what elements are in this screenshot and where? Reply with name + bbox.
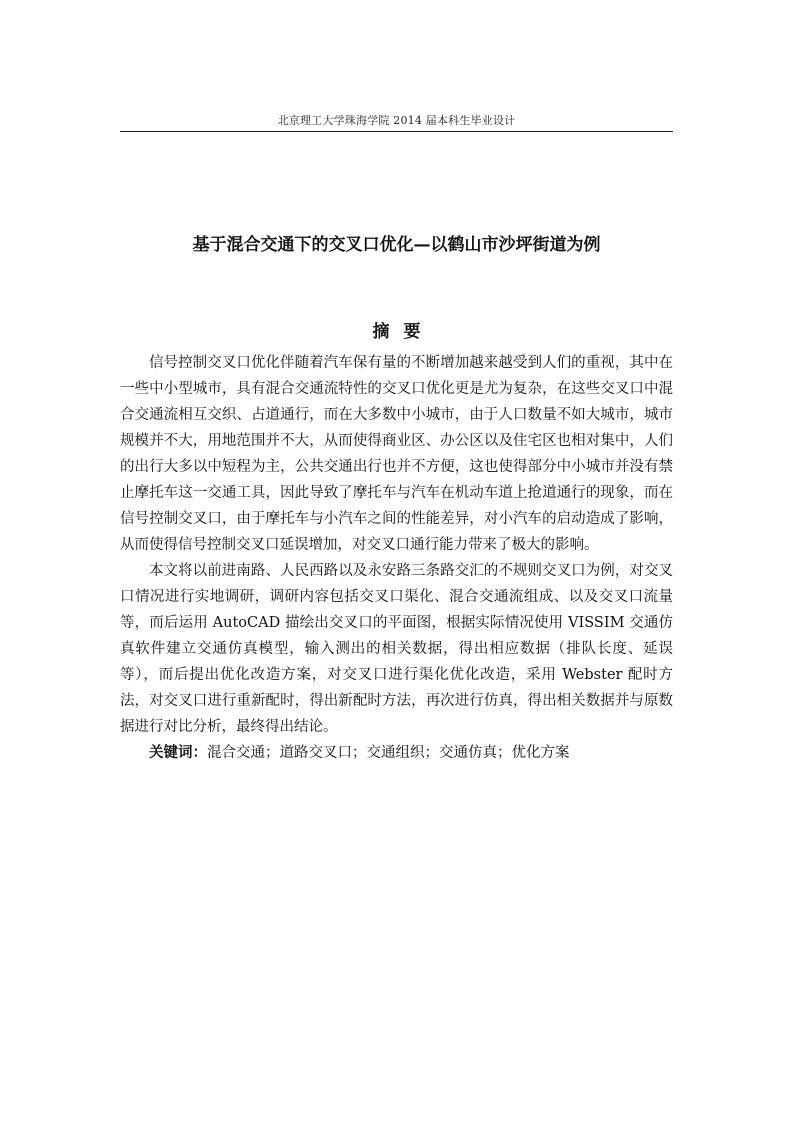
abstract-heading: 摘要 <box>372 322 435 342</box>
paper-title: 基于混合交通下的交叉口优化—以鹤山市沙坪街道为例 <box>192 235 601 255</box>
keywords-label: 关键词： <box>149 745 207 761</box>
abstract-paragraph-2: 本文将以前进南路、人民西路以及永安路三条路交汇的不规则交叉口为例，对交叉口情况进行实地调研，调研内容包括交叉口渠化、混合交通流组成、以及交叉口流量等，而后运用 AutoCAD 描绘出交叉口的平面图，根据实际情况使用 VISSIM 交通仿真软件建立交通仿真模型，输入测出的相关数据，得出相应数据（排队长度、延误等），而后提出优化改造方案，对交叉口进行渠化优化改造，采用 Webster 配时方法，对交叉口进行重新配时，得出新配时方法，再次进行仿真，得出相关数据并与原数据进行对比分析，最终得出结论。 <box>120 563 673 735</box>
header-divider <box>120 131 673 132</box>
running-header: 北京理工大学珠海学院 2014 届本科生毕业设计 <box>277 114 516 127</box>
keywords-list: 混合交通；道路交叉口；交通组织；交通仿真；优化方案 <box>207 745 570 761</box>
keywords-line <box>120 740 673 766</box>
abstract-body <box>120 350 673 766</box>
abstract-paragraph-1: 信号控制交叉口优化伴随着汽车保有量的不断增加越来越受到人们的重视，其中在一些中小型城市，具有混合交通流特性的交叉口优化更是尤为复杂，在这些交叉口中混合交通流相互交织、占道通行，而在大多数中小城市，由于人口数量不如大城市，城市规模并不大，用地范围并不大，从而使得商业区、办公区以及住宅区也相对集中，人们的出行大多以中短程为主，公共交通出行也并不方便，这也使得部分中小城市并没有禁止摩托车这一交通工具，因此导致了摩托车与汽车在机动车道上抢道通行的现象，而在信号控制交叉口，由于摩托车与小汽车之间的性能差异，对小汽车的启动造成了影响，从而使得信号控制交叉口延误增加，对交叉口通行能力带来了极大的影响。 <box>120 355 673 553</box>
